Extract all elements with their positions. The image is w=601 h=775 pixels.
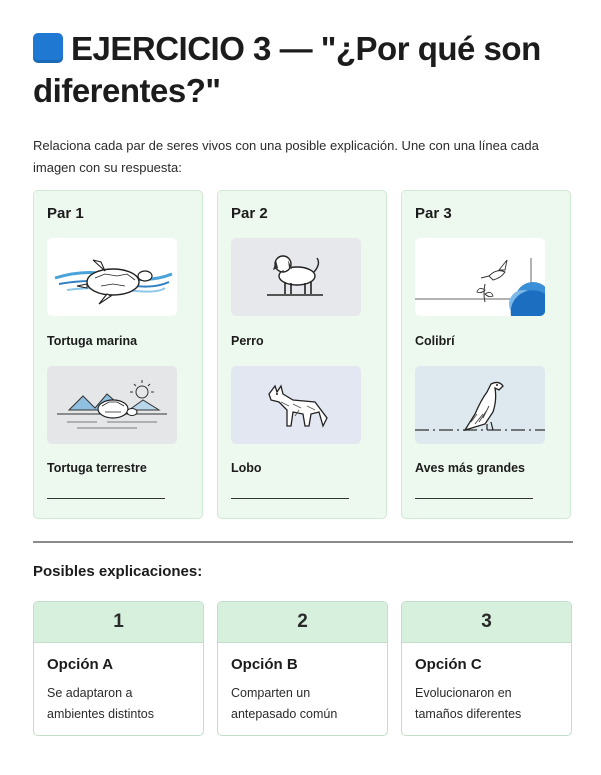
dog-illustration[interactable]: [231, 238, 361, 316]
wolf-illustration[interactable]: [231, 366, 361, 444]
answer-line[interactable]: [415, 498, 533, 499]
land-tortoise-illustration[interactable]: [47, 366, 177, 444]
pair-card-1: [33, 190, 203, 519]
option-description: Se adaptaron a ambientes distintos: [47, 686, 155, 721]
option-number: 2: [218, 602, 387, 643]
sea-turtle-illustration[interactable]: [47, 238, 177, 316]
sea-turtle-icon: [47, 238, 177, 316]
explanations-heading: Posibles explicaciones:: [33, 563, 203, 580]
option-description: Comparten un antepasado común: [231, 686, 338, 721]
option-number: 3: [402, 602, 571, 643]
option-name: Opción A: [47, 656, 114, 673]
pair-title: Par 3: [415, 205, 452, 222]
animal-label: Perro: [231, 334, 264, 348]
option-name: Opción B: [231, 656, 298, 673]
title-text: EJERCICIO 3 — "¿Por qué son diferentes?": [33, 30, 541, 109]
option-description: Evolucionaron en tamaños diferentes: [415, 686, 522, 721]
answer-line[interactable]: [231, 498, 349, 499]
wolf-icon: [231, 366, 361, 444]
pair-card-2: [217, 190, 387, 519]
hummingbird-illustration[interactable]: [415, 238, 545, 316]
instructions: Relaciona cada par de seres vivos con una posible explicación. Une con una línea cada imagen con su respuesta:: [33, 138, 539, 175]
dog-icon: [231, 238, 361, 316]
large-bird-icon: [415, 366, 545, 444]
option-number: 1: [34, 602, 203, 643]
option-name: Opción C: [415, 656, 482, 673]
answer-line[interactable]: [47, 498, 165, 499]
hummingbird-icon: [415, 238, 545, 316]
large-bird-illustration[interactable]: [415, 366, 545, 444]
pair-title: Par 2: [231, 205, 268, 222]
animal-label: Tortuga terrestre: [47, 461, 147, 475]
page-title: [33, 28, 573, 112]
section-divider: [33, 541, 573, 543]
blue-square-icon: [33, 33, 63, 63]
animal-label: Lobo: [231, 461, 262, 475]
option-card-1[interactable]: [33, 601, 204, 736]
pair-card-3: [401, 190, 571, 519]
animal-label: Tortuga marina: [47, 334, 138, 348]
option-card-2[interactable]: [217, 601, 388, 736]
option-card-3[interactable]: [401, 601, 572, 736]
land-tortoise-icon: [47, 366, 177, 444]
animal-label: Aves más grandes: [415, 461, 526, 475]
pair-title: Par 1: [47, 205, 84, 222]
animal-label: Colibrí: [415, 334, 455, 348]
